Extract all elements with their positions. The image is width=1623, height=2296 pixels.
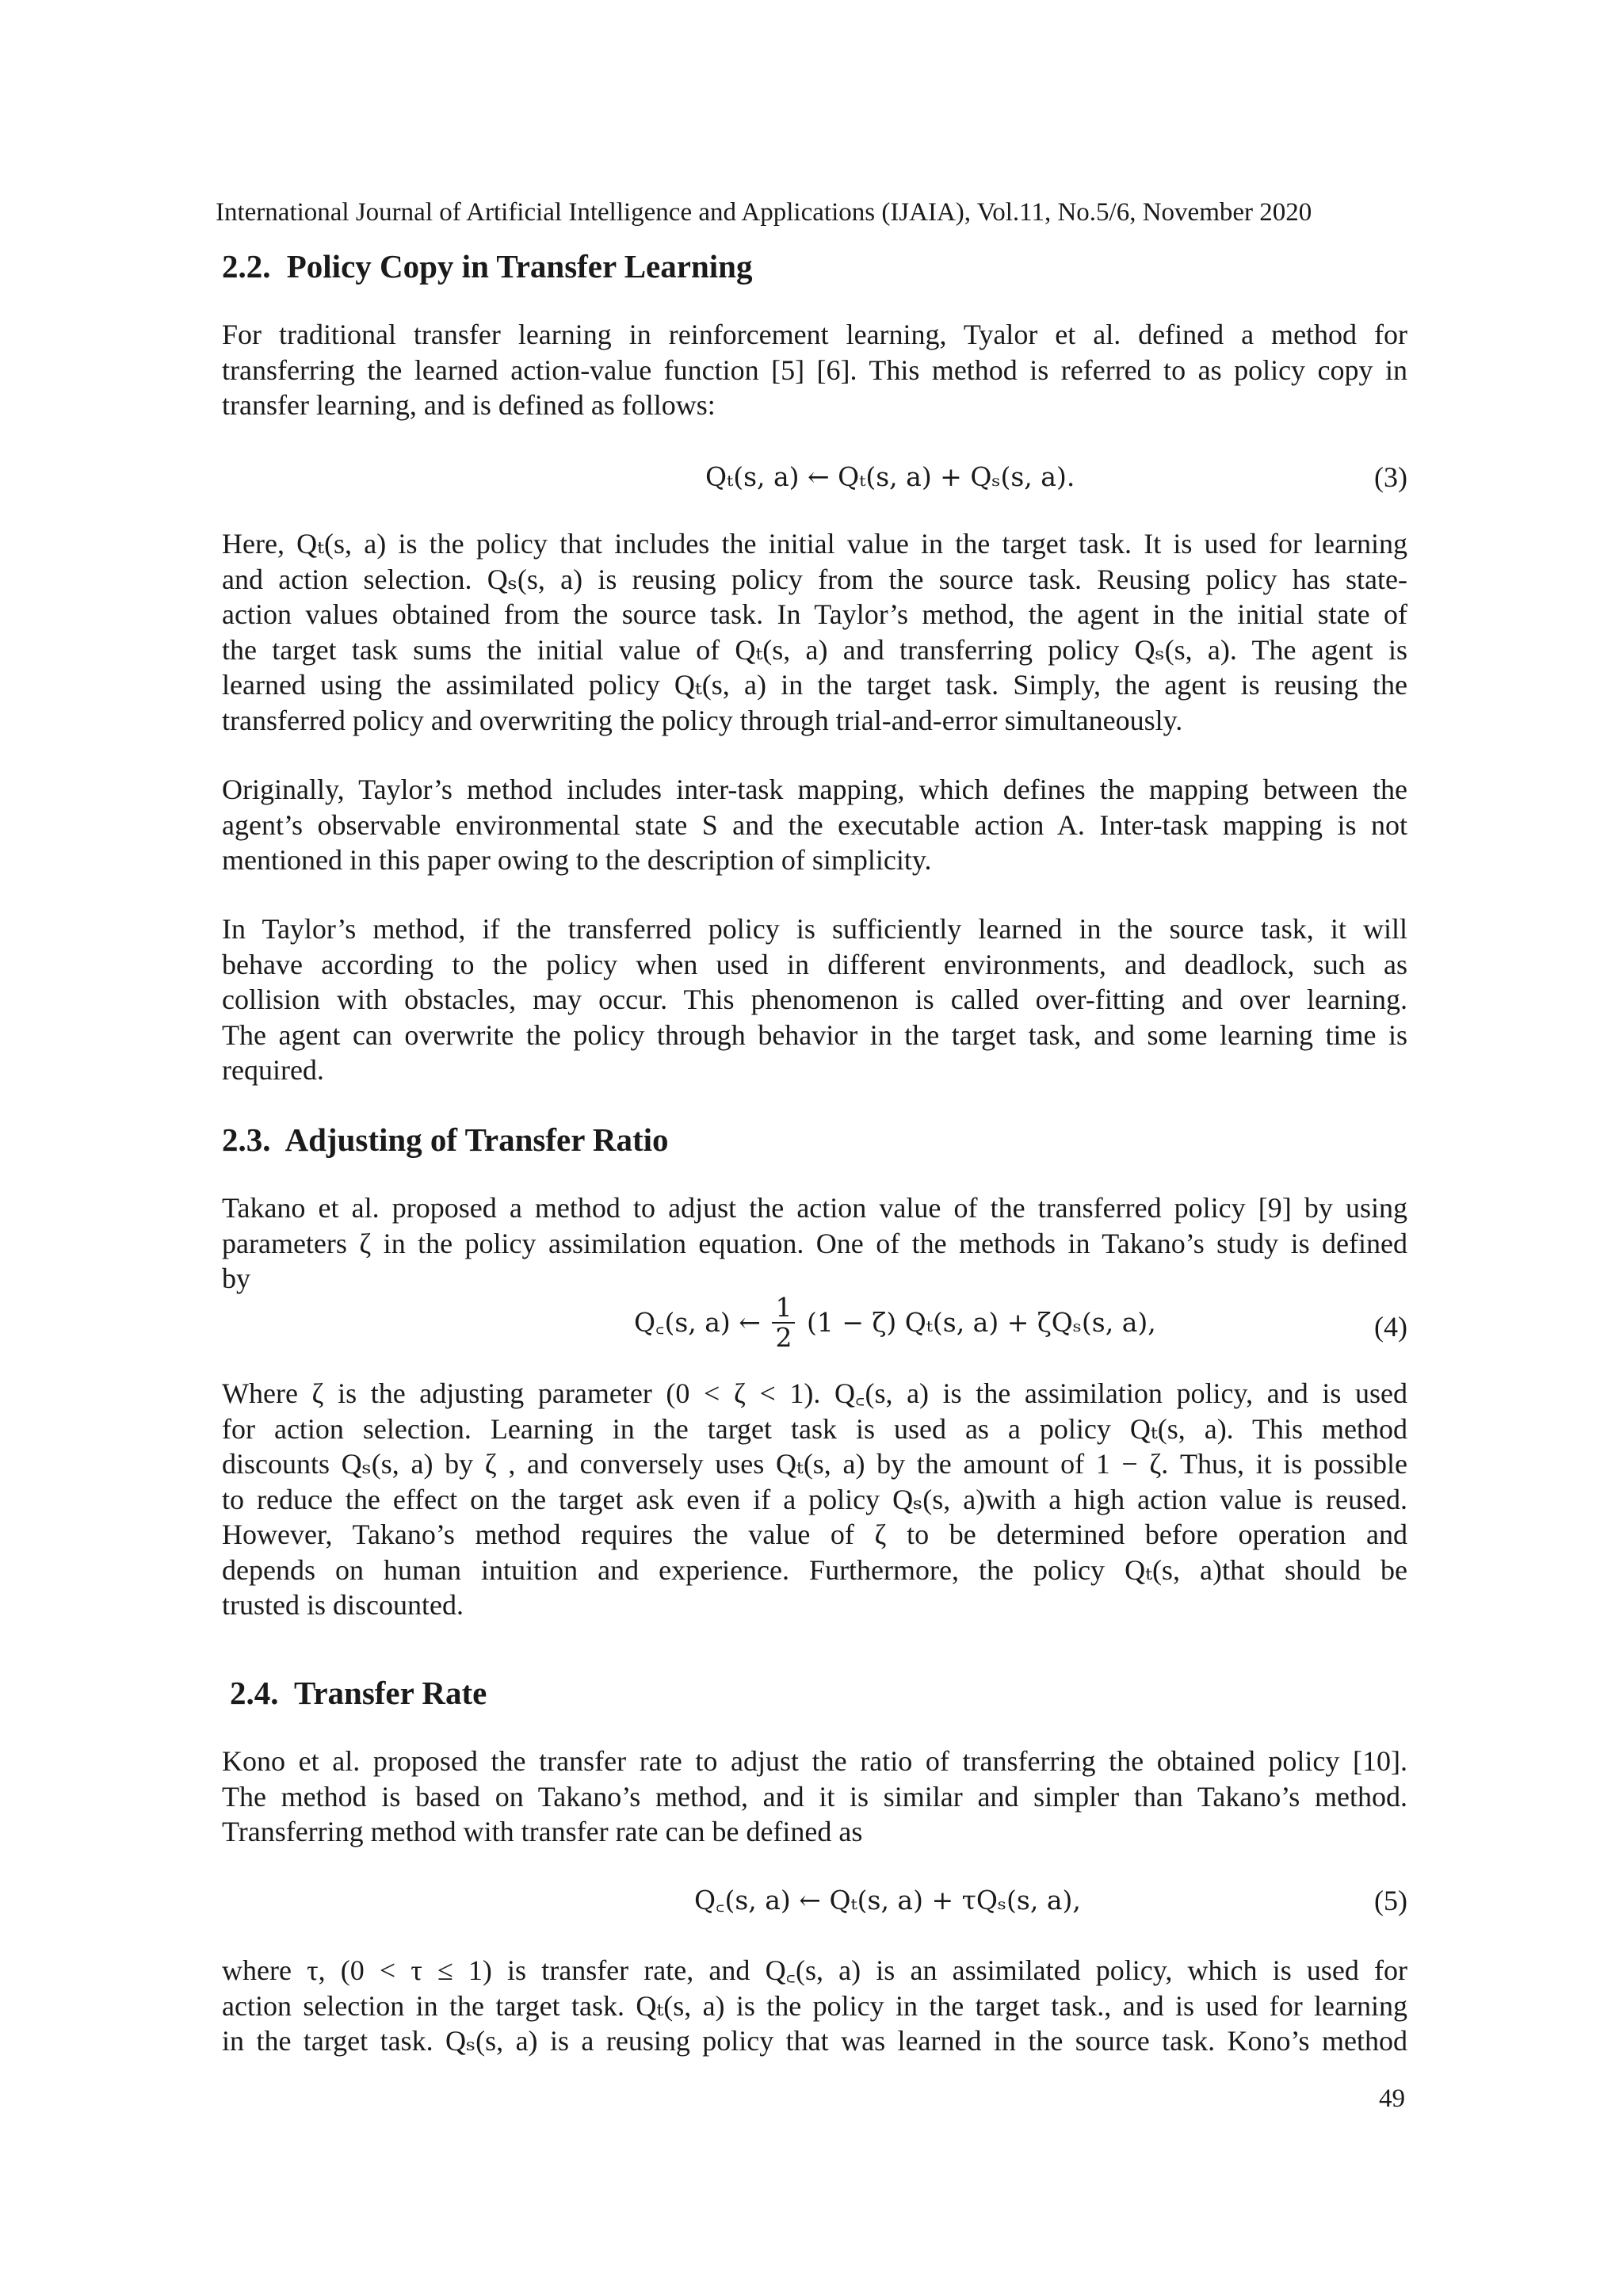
text-line: transferring the learned action-value function [5] [6]. This method is referred to as policy copy in xyxy=(222,353,1407,386)
equation-number: (4) xyxy=(1374,1311,1407,1343)
text-line: by xyxy=(222,1263,250,1294)
section-title: Transfer Rate xyxy=(294,1675,487,1711)
equation-3 xyxy=(222,460,1407,495)
paragraph-5 xyxy=(222,1190,1407,1297)
paragraph-7 xyxy=(222,1744,1407,1850)
text-line: agent’s observable environmental state S and the executable action A. Inter-task mapping is not xyxy=(222,808,1407,841)
text-line: Originally, Taylor’s method includes inter-task mapping, which defines the mapping between the xyxy=(222,774,1407,805)
section-heading-2-2 xyxy=(222,247,752,285)
paragraph-6 xyxy=(222,1376,1407,1623)
equation-left: Q꜀(s, a) ← xyxy=(634,1307,761,1338)
text-line: action values obtained from the source task. In Taylor’s method, the agent in the initial state of xyxy=(222,598,1407,630)
text-line: transferred policy and overwriting the policy through trial-and-error simultaneously. xyxy=(222,704,1183,736)
equation-right: (1 − ζ) Qₜ(s, a) + ζQₛ(s, a), xyxy=(806,1307,1156,1338)
paragraph-2 xyxy=(222,526,1407,738)
text-line: discounts Qₛ(s, a) by ζ , and conversely uses Qₜ(s, a) by the amount of 1 − ζ. Thus, it is possible xyxy=(222,1448,1407,1480)
section-title: Policy Copy in Transfer Learning xyxy=(286,248,753,285)
section-number: 2.4. xyxy=(230,1675,279,1711)
section-number: 2.2. xyxy=(222,248,271,285)
text-line: the target task sums the initial value of Qₜ(s, a) and transferring policy Qₛ(s, a). The agent is xyxy=(222,633,1407,666)
equation-5 xyxy=(222,1883,1407,1918)
equation-expression xyxy=(634,1293,1156,1352)
text-line: The agent can overwrite the policy through behavior in the target task, and some learning time is xyxy=(222,1018,1407,1051)
equation-expression: Q꜀(s, a) ← Qₜ(s, a) + τQₛ(s, a), xyxy=(694,1885,1081,1916)
running-header: International Journal of Artificial Intelligence and Applications (IJAIA), Vol.11, No.5/6, November 2020 xyxy=(216,198,1312,227)
text-line: Here, Qₜ(s, a) is the policy that includes the initial value in the target task. It is used for learning xyxy=(222,528,1407,560)
fraction xyxy=(772,1293,795,1352)
section-heading-2-4 xyxy=(230,1674,487,1712)
text-line: parameters ζ in the policy assimilation equation. One of the methods in Takano’s study is defined xyxy=(222,1227,1407,1259)
text-line: learned using the assimilated policy Qₜ(s, a) in the target task. Simply, the agent is reusing the xyxy=(222,669,1407,701)
text-line: Where ζ is the adjusting parameter (0 < ζ < 1). Q꜀(s, a) is the assimilation policy, and is used xyxy=(222,1377,1407,1409)
text-line: where τ, (0 < τ ≤ 1) is transfer rate, and Q꜀(s, a) is an assimilated policy, which is used for xyxy=(222,1954,1407,1986)
text-line: mentioned in this paper owing to the description of simplicity. xyxy=(222,844,932,876)
section-title: Adjusting of Transfer Ratio xyxy=(285,1121,669,1158)
fraction-denominator: 2 xyxy=(775,1322,792,1353)
section-heading-2-3 xyxy=(222,1121,669,1159)
text-line: The method is based on Takano’s method, and it is similar and simpler than Takano’s method. xyxy=(222,1780,1407,1813)
page-number: 49 xyxy=(1379,2084,1405,2113)
text-line: in the target task. Qₛ(s, a) is a reusing policy that was learned in the source task. Kono’s method xyxy=(222,2025,1407,2057)
text-line: behave according to the policy when used in different environments, and deadlock, such as xyxy=(222,948,1407,980)
text-line: collision with obstacles, may occur. This phenomenon is called over-fitting and over learning. xyxy=(222,984,1407,1015)
paragraph-1 xyxy=(222,317,1407,423)
equation-number: (3) xyxy=(1374,461,1407,493)
text-line: transfer learning, and is defined as follows: xyxy=(222,389,716,421)
text-line: for action selection. Learning in the target task is used as a policy Qₜ(s, a). This method xyxy=(222,1412,1407,1445)
equation-number: (5) xyxy=(1374,1885,1407,1916)
text-line: trusted is discounted. xyxy=(222,1589,464,1621)
text-line: and action selection. Qₛ(s, a) is reusing policy from the source task. Reusing policy has state- xyxy=(222,563,1407,595)
paragraph-4 xyxy=(222,911,1407,1088)
text-line: In Taylor’s method, if the transferred policy is sufficiently learned in the source task, it will xyxy=(222,913,1407,945)
text-line: to reduce the effect on the target ask even if a policy Qₛ(s, a)with a high action value is reused. xyxy=(222,1483,1407,1515)
equation-expression: Qₜ(s, a) ← Qₜ(s, a) + Qₛ(s, a). xyxy=(705,461,1075,492)
text-line: Kono et al. proposed the transfer rate to adjust the ratio of transferring the obtained policy [10]. xyxy=(222,1745,1407,1777)
text-line: action selection in the target task. Qₜ(s, a) is the policy in the target task., and is used for learning xyxy=(222,1989,1407,2022)
text-line: depends on human intuition and experience. Furthermore, the policy Qₜ(s, a)that should be xyxy=(222,1553,1407,1586)
text-line: Transferring method with transfer rate can be defined as xyxy=(222,1816,863,1847)
text-line: However, Takano’s method requires the value of ζ to be determined before operation and xyxy=(222,1519,1407,1550)
text-line: Takano et al. proposed a method to adjust the action value of the transferred policy [9] by using xyxy=(222,1192,1407,1224)
text-line: required. xyxy=(222,1054,324,1086)
equation-4 xyxy=(222,1293,1407,1360)
fraction-numerator: 1 xyxy=(772,1293,795,1324)
section-number: 2.3. xyxy=(222,1121,271,1158)
paragraph-8 xyxy=(222,1953,1407,2059)
text-line: For traditional transfer learning in reinforcement learning, Tyalor et al. defined a method for xyxy=(222,319,1407,350)
paragraph-3 xyxy=(222,772,1407,878)
